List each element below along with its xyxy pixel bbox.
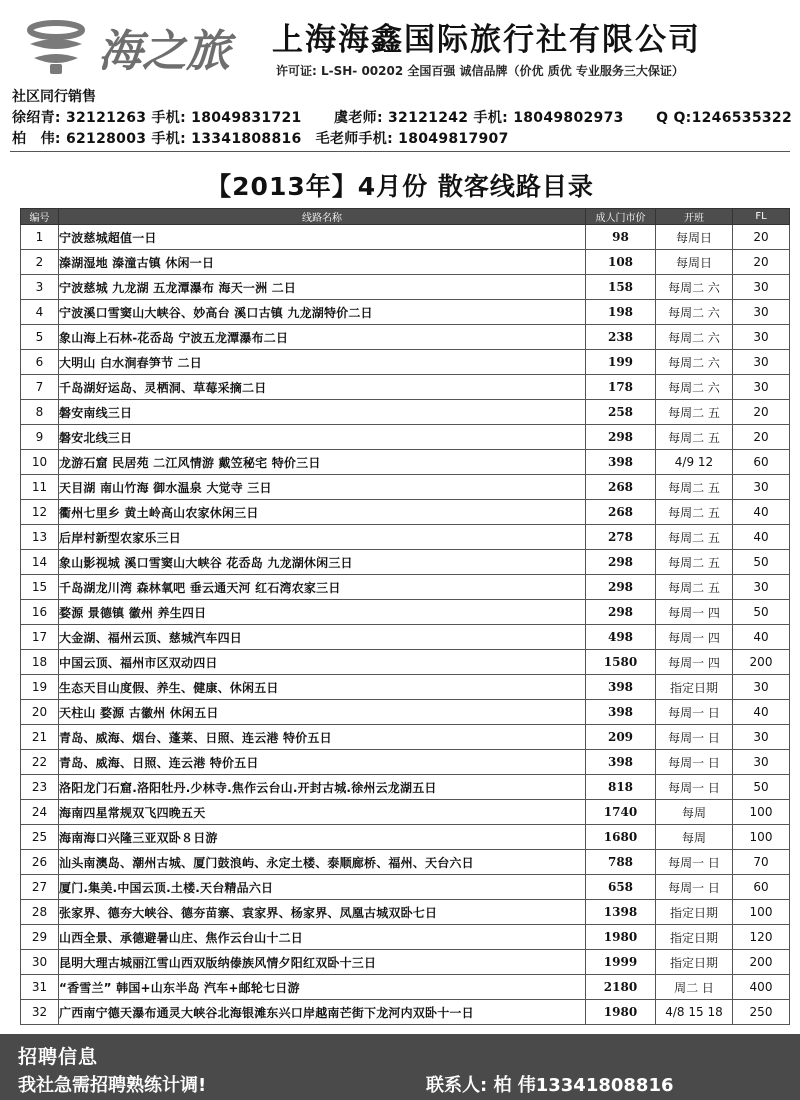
table-header-row <box>21 209 790 225</box>
route-fl: 30 <box>733 475 790 500</box>
route-price: 1999 <box>586 950 656 975</box>
route-schedule: 每周日 <box>656 225 733 250</box>
route-fl: 200 <box>733 950 790 975</box>
route-fl: 60 <box>733 875 790 900</box>
route-number: 26 <box>21 850 59 875</box>
route-fl: 50 <box>733 775 790 800</box>
route-price: 1580 <box>586 650 656 675</box>
route-price: 1980 <box>586 1000 656 1025</box>
route-schedule: 每周一 四 <box>656 625 733 650</box>
route-name: “香雪兰” 韩国+山东半岛 汽车+邮轮七日游 <box>59 975 586 1000</box>
route-schedule: 指定日期 <box>656 950 733 975</box>
route-number: 10 <box>21 450 59 475</box>
route-name: 洛阳龙门石窟.洛阳牡丹.少林寺.焦作云台山.开封古城.徐州云龙湖五日 <box>59 775 586 800</box>
route-name: 海南四星常规双飞四晚五天 <box>59 800 586 825</box>
route-number: 30 <box>21 950 59 975</box>
route-name: 山西全景、承德避暑山庄、焦作云台山十二日 <box>59 925 586 950</box>
contact-title: 社区同行销售 <box>12 89 96 105</box>
route-number: 4 <box>21 300 59 325</box>
table-row <box>21 650 790 675</box>
catalog-title: 【2013年】4月份 散客线路目录 <box>206 172 594 201</box>
recruit-text: 我社急需招聘熟练计调! <box>18 1075 207 1096</box>
route-price: 298 <box>586 575 656 600</box>
table-row <box>21 225 790 250</box>
route-schedule: 指定日期 <box>656 900 733 925</box>
recruit-contact: 联系人: 柏 伟13341808816 <box>426 1075 674 1096</box>
route-number: 28 <box>21 900 59 925</box>
company-logo <box>22 12 262 80</box>
route-price: 258 <box>586 400 656 425</box>
route-price: 398 <box>586 700 656 725</box>
swirl-logo-icon <box>30 23 82 74</box>
route-name: 宁波溪口雪窦山大峡谷、妙高台 溪口古镇 九龙湖特价二日 <box>59 300 586 325</box>
header <box>0 0 800 84</box>
route-schedule: 每周一 日 <box>656 850 733 875</box>
table-row <box>21 350 790 375</box>
column-header: 成人门市价 <box>586 209 656 225</box>
route-number: 8 <box>21 400 59 425</box>
route-name: 婺源 景德镇 徽州 养生四日 <box>59 600 586 625</box>
route-number: 27 <box>21 875 59 900</box>
route-fl: 20 <box>733 250 790 275</box>
route-schedule: 每周一 日 <box>656 775 733 800</box>
route-schedule: 每周二 五 <box>656 500 733 525</box>
route-price: 108 <box>586 250 656 275</box>
route-number: 1 <box>21 225 59 250</box>
route-schedule: 每周一 日 <box>656 725 733 750</box>
route-price: 298 <box>586 425 656 450</box>
route-fl: 30 <box>733 300 790 325</box>
route-schedule: 每周二 六 <box>656 375 733 400</box>
table-row <box>21 625 790 650</box>
recruit-title: 招聘信息 <box>18 1046 99 1068</box>
table-row <box>21 975 790 1000</box>
route-fl: 30 <box>733 375 790 400</box>
route-number: 7 <box>21 375 59 400</box>
route-number: 20 <box>21 700 59 725</box>
table-row <box>21 1000 790 1025</box>
route-schedule: 周二 日 <box>656 975 733 1000</box>
route-schedule: 每周日 <box>656 250 733 275</box>
route-name: 象山海上石林-花岙岛 宁波五龙潭瀑布二日 <box>59 325 586 350</box>
contact-line-2 <box>12 129 792 150</box>
route-price: 238 <box>586 325 656 350</box>
route-price: 1398 <box>586 900 656 925</box>
route-name: 汕头南澳岛、潮州古城、厦门鼓浪屿、永定土楼、泰顺廊桥、福州、天台六日 <box>59 850 586 875</box>
route-name: 青岛、威海、日照、连云港 特价五日 <box>59 750 586 775</box>
route-name: 大金湖、福州云顶、慈城汽车四日 <box>59 625 586 650</box>
route-schedule: 每周一 四 <box>656 600 733 625</box>
column-header: 线路名称 <box>59 209 586 225</box>
divider <box>10 151 790 152</box>
route-price: 98 <box>586 225 656 250</box>
route-price: 209 <box>586 725 656 750</box>
route-name: 生态天目山度假、养生、健康、休闲五日 <box>59 675 586 700</box>
route-name: 千岛湖龙川湾 森林氧吧 垂云通天河 红石湾农家三日 <box>59 575 586 600</box>
route-name: 广西南宁德天瀑布通灵大峡谷北海银滩东兴口岸越南芒街下龙河内双卧十一日 <box>59 1000 586 1025</box>
route-schedule: 每周二 五 <box>656 550 733 575</box>
route-name: 中国云顶、福州市区双动四日 <box>59 650 586 675</box>
table-row <box>21 775 790 800</box>
route-number: 6 <box>21 350 59 375</box>
contact-entry: 柏 伟: 62128003 手机: 13341808816 <box>12 131 302 147</box>
route-name: 宁波慈城 九龙湖 五龙潭瀑布 海天一洲 二日 <box>59 275 586 300</box>
route-name: 大明山 白水涧春笋节 二日 <box>59 350 586 375</box>
route-schedule: 每周二 六 <box>656 325 733 350</box>
license-line: 许可证: L-SH- 00202 全国百强 诚信品牌（价优 质优 专业服务三大保证） <box>276 64 684 78</box>
table-row <box>21 375 790 400</box>
table-row <box>21 850 790 875</box>
route-name: 昆明大理古城丽江雪山西双版纳傣族风情夕阳红双卧十三日 <box>59 950 586 975</box>
route-price: 268 <box>586 475 656 500</box>
table-row <box>21 575 790 600</box>
route-schedule: 每周一 日 <box>656 750 733 775</box>
route-fl: 40 <box>733 500 790 525</box>
table-row <box>21 600 790 625</box>
column-header: 编号 <box>21 209 59 225</box>
route-price: 1980 <box>586 925 656 950</box>
route-number: 24 <box>21 800 59 825</box>
routes-table-body <box>21 225 790 1025</box>
routes-table <box>20 208 790 1025</box>
route-number: 3 <box>21 275 59 300</box>
recruitment-footer <box>0 1034 800 1100</box>
route-fl: 50 <box>733 600 790 625</box>
route-price: 2180 <box>586 975 656 1000</box>
table-row <box>21 425 790 450</box>
route-fl: 30 <box>733 350 790 375</box>
table-row <box>21 925 790 950</box>
route-price: 498 <box>586 625 656 650</box>
route-number: 18 <box>21 650 59 675</box>
route-fl: 60 <box>733 450 790 475</box>
route-schedule: 每周二 六 <box>656 275 733 300</box>
route-number: 9 <box>21 425 59 450</box>
route-number: 32 <box>21 1000 59 1025</box>
contact-entry: 虞老师: 32121242 手机: 18049802973 <box>334 110 624 126</box>
route-fl: 40 <box>733 525 790 550</box>
table-row <box>21 825 790 850</box>
route-number: 23 <box>21 775 59 800</box>
route-schedule: 每周一 日 <box>656 700 733 725</box>
route-schedule: 每周 <box>656 800 733 825</box>
route-price: 818 <box>586 775 656 800</box>
route-price: 198 <box>586 300 656 325</box>
route-number: 14 <box>21 550 59 575</box>
route-fl: 250 <box>733 1000 790 1025</box>
table-row <box>21 675 790 700</box>
table-row <box>21 700 790 725</box>
route-name: 千岛湖好运岛、灵栖洞、草莓采摘二日 <box>59 375 586 400</box>
route-fl: 200 <box>733 650 790 675</box>
route-fl: 30 <box>733 325 790 350</box>
route-name: 磐安北线三日 <box>59 425 586 450</box>
route-schedule: 指定日期 <box>656 925 733 950</box>
route-number: 16 <box>21 600 59 625</box>
table-row <box>21 250 790 275</box>
route-price: 658 <box>586 875 656 900</box>
table-row <box>21 325 790 350</box>
route-price: 398 <box>586 750 656 775</box>
route-name: 海南海口兴隆三亚双卧８日游 <box>59 825 586 850</box>
route-number: 13 <box>21 525 59 550</box>
contact-block <box>12 86 792 150</box>
route-name: 溱湖湿地 溱潼古镇 休闲一日 <box>59 250 586 275</box>
route-name: 天柱山 婺源 古徽州 休闲五日 <box>59 700 586 725</box>
route-number: 12 <box>21 500 59 525</box>
route-name: 龙游石窟 民居苑 二江风情游 戴笠秘宅 特价三日 <box>59 450 586 475</box>
route-number: 29 <box>21 925 59 950</box>
route-fl: 30 <box>733 750 790 775</box>
route-fl: 50 <box>733 550 790 575</box>
route-number: 11 <box>21 475 59 500</box>
route-fl: 40 <box>733 700 790 725</box>
route-schedule: 每周二 六 <box>656 300 733 325</box>
route-schedule: 每周二 五 <box>656 575 733 600</box>
table-row <box>21 525 790 550</box>
column-header: FL <box>733 209 790 225</box>
route-name: 厦门.集美.中国云顶.土楼.天台精品六日 <box>59 875 586 900</box>
route-fl: 40 <box>733 625 790 650</box>
route-name: 宁波慈城超值一日 <box>59 225 586 250</box>
column-header: 开班 <box>656 209 733 225</box>
route-price: 178 <box>586 375 656 400</box>
route-schedule: 每周二 五 <box>656 475 733 500</box>
table-row <box>21 875 790 900</box>
route-price: 278 <box>586 525 656 550</box>
route-price: 1740 <box>586 800 656 825</box>
route-number: 31 <box>21 975 59 1000</box>
route-number: 17 <box>21 625 59 650</box>
route-number: 5 <box>21 325 59 350</box>
contact-entry: Q Q:1246535322 <box>656 110 792 126</box>
route-price: 199 <box>586 350 656 375</box>
route-price: 398 <box>586 450 656 475</box>
route-fl: 70 <box>733 850 790 875</box>
route-fl: 30 <box>733 575 790 600</box>
route-schedule: 每周二 五 <box>656 425 733 450</box>
route-price: 1680 <box>586 825 656 850</box>
route-name: 天目湖 南山竹海 御水温泉 大觉寺 三日 <box>59 475 586 500</box>
route-schedule: 每周二 五 <box>656 525 733 550</box>
route-fl: 100 <box>733 900 790 925</box>
table-row <box>21 275 790 300</box>
table-row <box>21 550 790 575</box>
table-row <box>21 475 790 500</box>
route-fl: 30 <box>733 725 790 750</box>
company-name: 上海海鑫国际旅行社有限公司 <box>272 22 701 58</box>
route-number: 21 <box>21 725 59 750</box>
route-fl: 20 <box>733 400 790 425</box>
table-row <box>21 750 790 775</box>
route-number: 19 <box>21 675 59 700</box>
route-fl: 400 <box>733 975 790 1000</box>
route-schedule: 每周二 五 <box>656 400 733 425</box>
route-name: 青岛、威海、烟台、蓬莱、日照、连云港 特价五日 <box>59 725 586 750</box>
route-name: 磐安南线三日 <box>59 400 586 425</box>
contact-line-1 <box>12 108 792 129</box>
route-price: 398 <box>586 675 656 700</box>
route-schedule: 4/8 15 18 <box>656 1000 733 1025</box>
route-schedule: 指定日期 <box>656 675 733 700</box>
route-name: 张家界、德夯大峡谷、德夯苗寨、袁家界、杨家界、凤凰古城双卧七日 <box>59 900 586 925</box>
route-number: 15 <box>21 575 59 600</box>
route-number: 2 <box>21 250 59 275</box>
logo-text: 海之旅 <box>98 26 230 77</box>
table-row <box>21 900 790 925</box>
table-row <box>21 725 790 750</box>
route-fl: 100 <box>733 800 790 825</box>
route-schedule: 4/9 12 <box>656 450 733 475</box>
table-row <box>21 800 790 825</box>
table-row <box>21 450 790 475</box>
route-price: 788 <box>586 850 656 875</box>
route-number: 22 <box>21 750 59 775</box>
route-name: 象山影视城 溪口雪窦山大峡谷 花岙岛 九龙湖休闲三日 <box>59 550 586 575</box>
route-price: 298 <box>586 550 656 575</box>
route-price: 158 <box>586 275 656 300</box>
route-fl: 120 <box>733 925 790 950</box>
contact-entry: 毛老师手机: 18049817907 <box>315 131 509 147</box>
route-fl: 30 <box>733 275 790 300</box>
route-price: 298 <box>586 600 656 625</box>
route-name: 后岸村新型农家乐三日 <box>59 525 586 550</box>
route-fl: 100 <box>733 825 790 850</box>
contact-entry: 徐绍青: 32121263 手机: 18049831721 <box>12 110 302 126</box>
route-fl: 20 <box>733 225 790 250</box>
route-price: 268 <box>586 500 656 525</box>
route-schedule: 每周二 六 <box>656 350 733 375</box>
route-schedule: 每周 <box>656 825 733 850</box>
table-row <box>21 400 790 425</box>
route-fl: 30 <box>733 675 790 700</box>
table-row <box>21 300 790 325</box>
route-fl: 20 <box>733 425 790 450</box>
route-schedule: 每周一 日 <box>656 875 733 900</box>
route-name: 衢州七里乡 黄土岭高山农家休闲三日 <box>59 500 586 525</box>
table-row <box>21 950 790 975</box>
route-number: 25 <box>21 825 59 850</box>
table-row <box>21 500 790 525</box>
route-schedule: 每周一 四 <box>656 650 733 675</box>
